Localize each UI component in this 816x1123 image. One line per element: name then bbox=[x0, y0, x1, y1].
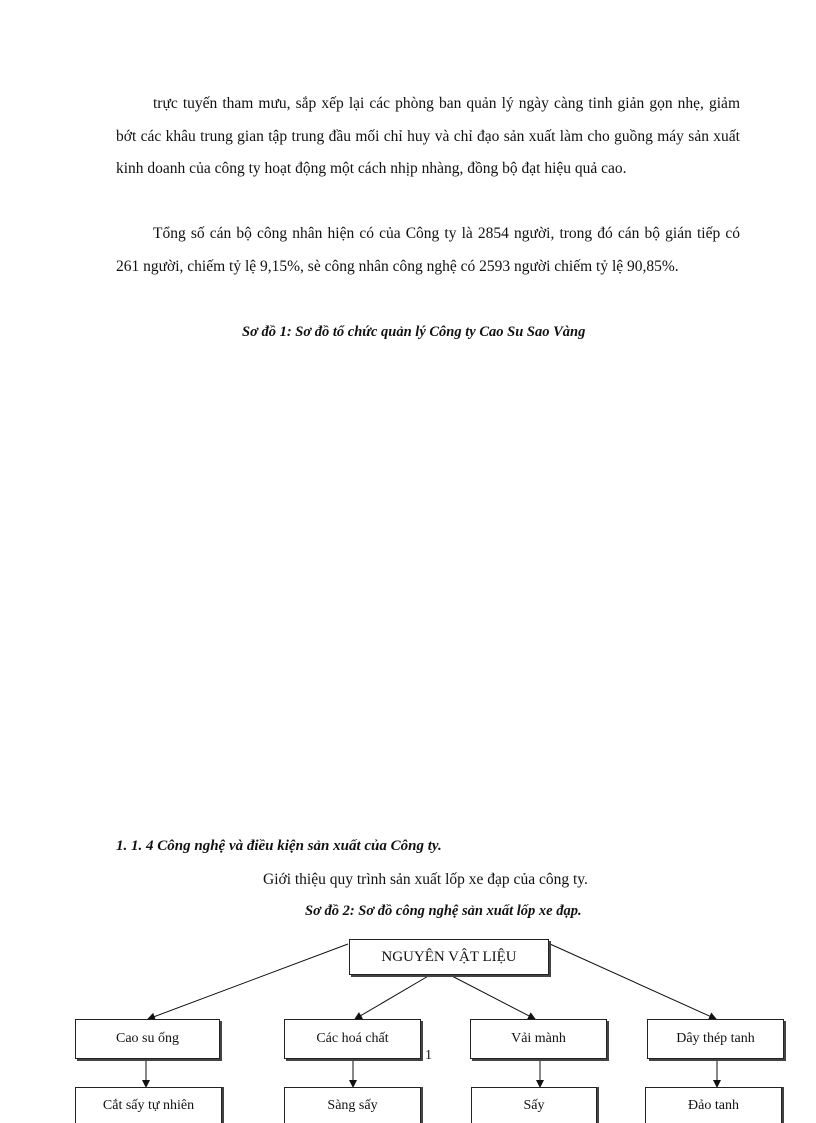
diagram-1-caption: Sơ đồ 1: Sơ đồ tổ chức quản lý Công ty Cao Su Sao Vàng bbox=[242, 324, 586, 340]
flow-level2-box: Cắt sấy tự nhiên bbox=[75, 1087, 222, 1123]
flow-level2-box: Sấy bbox=[471, 1087, 597, 1123]
flow-level1-box: Vải mành bbox=[470, 1019, 607, 1059]
connector-root-day-thep bbox=[550, 944, 716, 1019]
flow-level2-box: Sàng sấy bbox=[284, 1087, 421, 1123]
intro-text: Giới thiệu quy trình sản xuất lốp xe đạp của công ty. bbox=[263, 871, 588, 888]
connector-root-cao-su bbox=[148, 944, 348, 1019]
flow-level1-box: Cao su ống bbox=[75, 1019, 220, 1059]
connector-root-vai-manh bbox=[450, 975, 535, 1019]
flow-level1-box: Các hoá chất bbox=[284, 1019, 421, 1059]
paragraph-1: trực tuyến tham mưu, sắp xếp lại các phòng ban quản lý ngày càng tinh giản gọn nhẹ, giảm bớt các khâu trung gian tập trung đầu mối chỉ huy và chỉ đạo sản xuất làm cho guồng máy sản xuất kinh doanh của công ty hoạt động một cách nhịp nhàng, đồng bộ đạt hiệu quả cao. bbox=[116, 95, 740, 177]
section-heading: 1. 1. 4 Công nghệ và điều kiện sản xuất của Công ty. bbox=[116, 838, 442, 854]
connector-root-hoa-chat bbox=[355, 975, 430, 1019]
paragraph-2: Tổng số cán bộ công nhân hiện có của Công ty là 2854 người, trong đó cán bộ gián tiếp có 261 người, chiếm tỷ lệ 9,15%, sè công nhân công nghệ có 2593 người chiếm tỷ lệ 90,85%. bbox=[116, 225, 740, 275]
diagram-2-caption: Sơ đồ 2: Sơ đồ công nghệ sản xuất lốp xe đạp. bbox=[305, 903, 582, 919]
flow-level1-box: Dây thép tanh bbox=[647, 1019, 784, 1059]
flow-level2-box: Đảo tanh bbox=[645, 1087, 782, 1123]
flow-root-box: NGUYÊN VẬT LIỆU bbox=[349, 939, 549, 975]
page-number: 1 bbox=[425, 1048, 432, 1063]
